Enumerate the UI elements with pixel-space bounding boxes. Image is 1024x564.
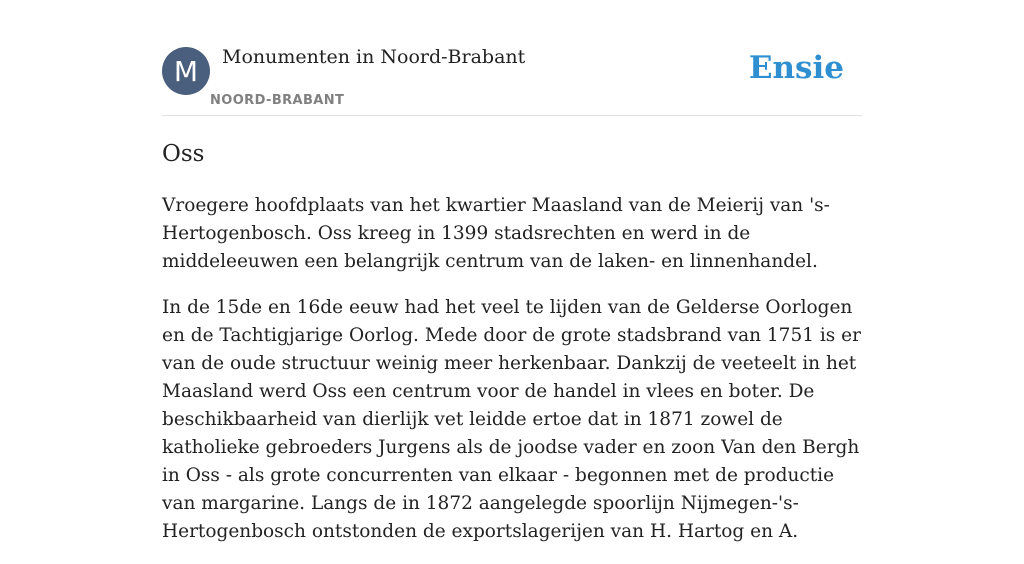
category-label[interactable]: NOORD-BRABANT [210,93,345,108]
ensie-logo[interactable]: Ensie [748,50,844,86]
article-body [162,192,866,564]
article-paragraph: In de 15de en 16de eeuw had het veel te lijden van de Gelderse Oorlogen en de Tachtigjarige Oorlog. Mede door de grote stadsbrand van 1751 is er van de oude structuur weinig meer herkenbaar. Dankzij de veeteelt in het Maasland werd Oss een centrum voor de handel in vlees en boter. De beschikbaarheid van dierlijk vet leidde ertoe dat in 1871 zowel de katholieke gebroeders Jurgens als de joodse vader en zoon Van den Bergh in Oss - als grote concurrenten van elkaar - begonnen met de productie van margarine. Langs de in 1872 aangelegde spoorlijn Nijmegen-'s-Hertogenbosch ontstonden de exportslagerijen van H. Hartog en A. [162,297,861,542]
book-header [162,40,862,116]
article-paragraph: Vroegere hoofdplaats van het kwartier Maasland van de Meierij van 's-Hertogenbosch. Oss kreeg in 1399 stadsrechten en werd in de middeleeuwen een belangrijk centrum van de laken- en linnenhandel. [162,195,830,272]
book-title-link[interactable]: Monumenten in Noord-Brabant [222,46,526,68]
article-title: Oss [162,141,205,167]
header-divider [162,115,862,116]
avatar[interactable]: M [162,47,210,95]
